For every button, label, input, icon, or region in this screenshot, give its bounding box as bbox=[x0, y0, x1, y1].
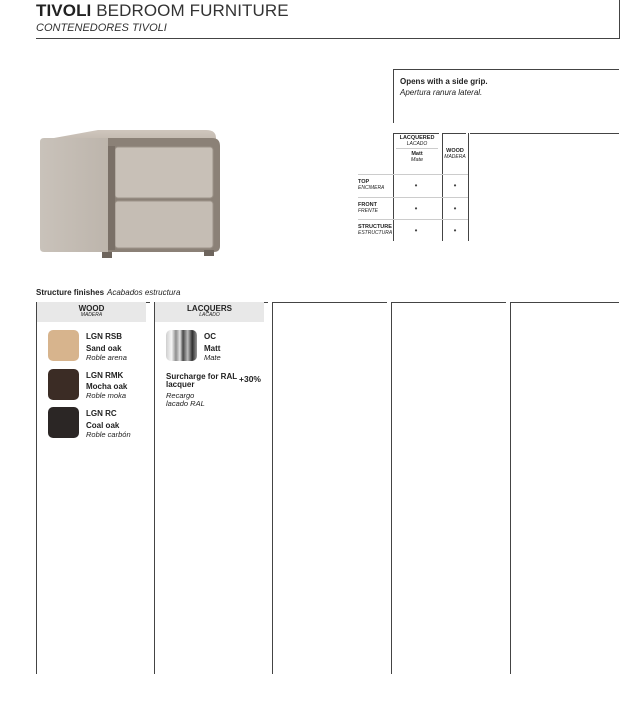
note-left-border bbox=[393, 69, 394, 123]
finish-name-mocha-oak: Mocha oak bbox=[86, 382, 128, 391]
lacquers-column-header bbox=[155, 302, 264, 322]
opening-note-subtitle: Apertura ranura lateral. bbox=[400, 88, 483, 97]
row-structure-en: STRUCTURE bbox=[358, 224, 392, 230]
finish-es-mocha-oak: Roble moka bbox=[86, 391, 127, 400]
finish-code-rc: LGN RC bbox=[86, 409, 117, 418]
row-top-es: ENCIMERA bbox=[358, 184, 385, 191]
grid-col-1 bbox=[36, 302, 37, 674]
col-lacquered-divider bbox=[396, 148, 438, 149]
matrix-head-line-1 bbox=[393, 133, 439, 134]
page-title bbox=[36, 1, 289, 21]
matrix-col1-border bbox=[393, 133, 394, 241]
col-matt-es: Mate bbox=[410, 156, 424, 163]
swatch-matt-lacquer bbox=[166, 330, 197, 361]
matrix-row-sep-1 bbox=[358, 174, 468, 175]
nightstand-product-image bbox=[38, 128, 240, 270]
structure-finishes-es: Acabados estructura bbox=[107, 288, 181, 297]
title-bold: TIVOLI bbox=[36, 1, 92, 20]
col-lacquered-es: LACADO bbox=[406, 140, 428, 147]
finish-es-sand-oak: Roble arena bbox=[86, 353, 127, 362]
row-top-en: TOP bbox=[358, 179, 370, 185]
row-label-structure bbox=[358, 225, 392, 236]
grid-top-3 bbox=[272, 302, 387, 303]
mark-front-lacquered: • bbox=[414, 204, 418, 213]
note-top-border bbox=[393, 69, 619, 70]
structure-finishes-en: Structure finishes bbox=[36, 288, 105, 297]
swatch-coal-oak bbox=[48, 407, 79, 438]
surcharge-en-line2: lacquer bbox=[166, 380, 195, 389]
row-front-en: FRONT bbox=[358, 202, 377, 208]
finish-name-matt: Matt bbox=[204, 344, 221, 353]
row-label-front bbox=[358, 203, 378, 214]
matrix-col3-border bbox=[468, 133, 469, 241]
swatch-mocha-oak bbox=[48, 369, 79, 400]
title-rest: BEDROOM FURNITURE bbox=[96, 1, 289, 20]
grid-col-2 bbox=[154, 302, 155, 674]
finish-name-sand-oak: Sand oak bbox=[86, 344, 122, 353]
finish-code-oc: OC bbox=[204, 332, 216, 341]
row-structure-es: ESTRUCTURA bbox=[358, 229, 393, 236]
col-lacquered-en: LACQUERED bbox=[399, 135, 435, 141]
col-wood-es: MADERA bbox=[444, 153, 466, 160]
mark-top-lacquered: • bbox=[414, 181, 418, 190]
matrix-row-sep-2 bbox=[358, 197, 468, 198]
surcharge-es-line2: lacado RAL bbox=[166, 399, 205, 408]
structure-finishes-label bbox=[36, 288, 180, 297]
lacquers-header-en: LACQUERS bbox=[187, 304, 232, 313]
surcharge-en-line1: Surcharge for RAL bbox=[166, 372, 238, 381]
swatch-sand-oak bbox=[48, 330, 79, 361]
col-matt-en: Matt bbox=[411, 151, 423, 157]
header-underline bbox=[36, 38, 619, 39]
grid-top-5 bbox=[510, 302, 619, 303]
mark-front-wood: • bbox=[453, 204, 457, 213]
grid-col-4 bbox=[391, 302, 392, 674]
row-front-es: FRENTE bbox=[358, 207, 378, 214]
page-subtitle: CONTENEDORES TIVOLI bbox=[36, 22, 167, 34]
header-right-border bbox=[619, 0, 620, 39]
matrix-row-sep-3 bbox=[358, 219, 468, 220]
wood-header-en: WOOD bbox=[78, 304, 105, 313]
opening-note-title: Opens with a side grip. bbox=[400, 77, 488, 86]
grid-col-3 bbox=[272, 302, 273, 674]
finish-code-rsb: LGN RSB bbox=[86, 332, 122, 341]
finish-es-coal-oak: Roble carbón bbox=[86, 430, 131, 439]
row-label-top bbox=[358, 180, 384, 191]
finish-name-coal-oak: Coal oak bbox=[86, 421, 120, 430]
surcharge-value: +30% bbox=[239, 374, 261, 384]
finish-code-rmk: LGN RMK bbox=[86, 371, 124, 380]
wood-column-header bbox=[37, 302, 146, 322]
mark-structure-lacquered: • bbox=[414, 226, 418, 235]
mark-top-wood: • bbox=[453, 181, 457, 190]
matrix-head-line-3 bbox=[470, 133, 619, 134]
grid-top-4 bbox=[391, 302, 506, 303]
col-subheader-matt bbox=[394, 152, 440, 164]
wood-header-es: MADERA bbox=[80, 312, 103, 319]
col-header-wood bbox=[443, 149, 467, 160]
lacquers-header-es: LACADO bbox=[199, 312, 220, 319]
col-wood-en: WOOD bbox=[446, 148, 464, 154]
surcharge-es-line1: Recargo bbox=[166, 391, 195, 400]
matrix-head-line-2 bbox=[442, 133, 466, 134]
col-header-lacquered bbox=[394, 136, 440, 147]
grid-col-5 bbox=[510, 302, 511, 674]
finish-es-matt: Mate bbox=[204, 353, 221, 362]
mark-structure-wood: • bbox=[453, 226, 457, 235]
